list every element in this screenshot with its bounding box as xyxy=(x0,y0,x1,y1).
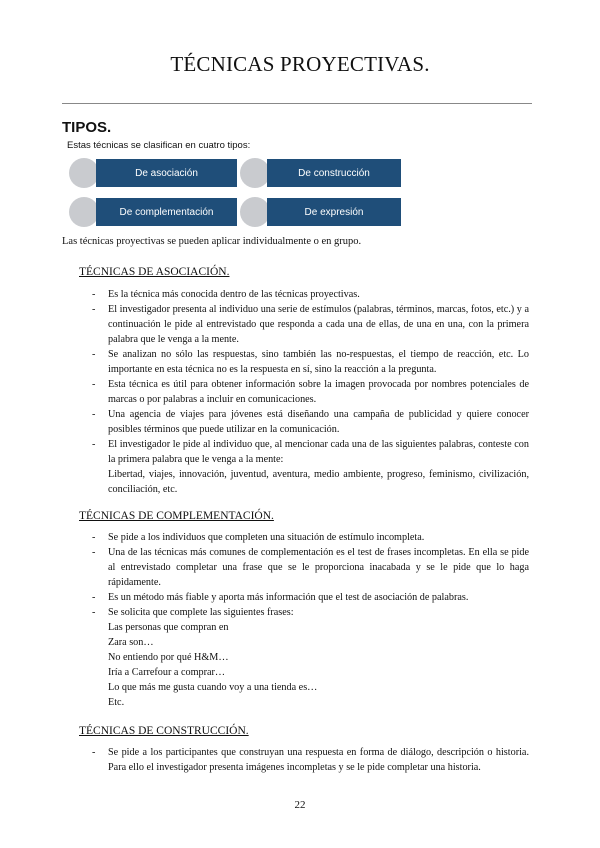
type-tile-construccion xyxy=(240,158,401,188)
list-item xyxy=(92,437,529,497)
phrase: Etc. xyxy=(108,697,125,708)
type-tile-complementacion xyxy=(69,197,237,227)
tile-circle xyxy=(240,197,270,227)
list-item: - El investigador presenta al individuo una serie de estímulos (palabras, términos, marcas, fotos, etc.) y a continuación le pide al entrevistado que responda a cada una de ellas, de una en una, con la primera palabra que le venga a la mente. xyxy=(92,302,529,347)
tile-circle xyxy=(240,158,270,188)
type-tile-expresion xyxy=(240,197,401,227)
construccion-list xyxy=(92,745,529,775)
list-item: - Se pide a los individuos que completen una situación de estímulo incompleta. xyxy=(92,530,529,545)
page-number: 22 xyxy=(294,799,306,811)
list-item-text: Se solicita que complete las siguientes frases: xyxy=(108,607,294,618)
tile-label: De construcción xyxy=(267,159,401,187)
type-tile-asociacion xyxy=(69,158,237,188)
title-divider xyxy=(62,103,532,104)
complementacion-heading: TÉCNICAS DE COMPLEMENTACIÓN. xyxy=(79,510,274,522)
phrase: Lo que más me gusta cuando voy a una tienda es… xyxy=(108,682,318,693)
word-list: Libertad, viajes, innovación, juventud, aventura, medio ambiente, progreso, feminismo, civilización, conciliación, etc. xyxy=(108,469,529,495)
complementacion-list xyxy=(92,530,529,710)
asociacion-list xyxy=(92,287,529,497)
list-item-text: El investigador le pide al individuo que, al mencionar cada una de las siguientes palabras, conteste con la primera palabra que le venga a la mente: xyxy=(108,439,529,465)
list-item: - Una agencia de viajes para jóvenes está diseñando una campaña de publicidad y quiere conocer posibles términos que puede utilizar en la comunicación. xyxy=(92,407,529,437)
phrase: Zara son… xyxy=(108,637,154,648)
tipos-heading: TIPOS. xyxy=(62,119,112,136)
list-item: - Una de las técnicas más comunes de complementación es el test de frases incompletas. En ella se pide al entrevistado completar una frase que se le proporciona inacabada y se le pide que lo haga rápidamente. xyxy=(92,545,529,590)
list-item: - Se analizan no sólo las respuestas, sino también las no-respuestas, el tiempo de reacción, etc. Lo importante en esta técnica no es la respuesta en sí, sino la reacción a la pregunta. xyxy=(92,347,529,377)
tile-circle xyxy=(69,197,99,227)
phrase: Las personas que compran en xyxy=(108,622,229,633)
asociacion-heading: TÉCNICAS DE ASOCIACIÓN. xyxy=(79,266,230,278)
tipos-intro: Estas técnicas se clasifican en cuatro tipos: xyxy=(67,140,251,151)
list-item: - Esta técnica es útil para obtener información sobre la imagen provocada por nombres potenciales de marcas o por palabras a incluir en comunicaciones. xyxy=(92,377,529,407)
phrase: Iría a Carrefour a comprar… xyxy=(108,667,226,678)
tipos-note: Las técnicas proyectivas se pueden aplicar individualmente o en grupo. xyxy=(62,236,362,247)
construccion-heading: TÉCNICAS DE CONSTRUCCIÓN. xyxy=(79,725,249,737)
list-item xyxy=(92,605,529,710)
tile-circle xyxy=(69,158,99,188)
page-title: TÉCNICAS PROYECTIVAS. xyxy=(170,52,430,76)
tile-label: De asociación xyxy=(96,159,237,187)
list-item: - Es la técnica más conocida dentro de las técnicas proyectivas. xyxy=(92,287,529,302)
list-item: - Es un método más fiable y aporta más información que el test de asociación de palabras. xyxy=(92,590,529,605)
tile-label: De complementación xyxy=(96,198,237,226)
tile-label: De expresión xyxy=(267,198,401,226)
phrase: No entiendo por qué H&M… xyxy=(108,652,229,663)
list-item: - Se pide a los participantes que construyan una respuesta en forma de diálogo, descripción o historia. Para ello el investigador presenta imágenes incompletas y se le pide completar una historia. xyxy=(92,745,529,775)
